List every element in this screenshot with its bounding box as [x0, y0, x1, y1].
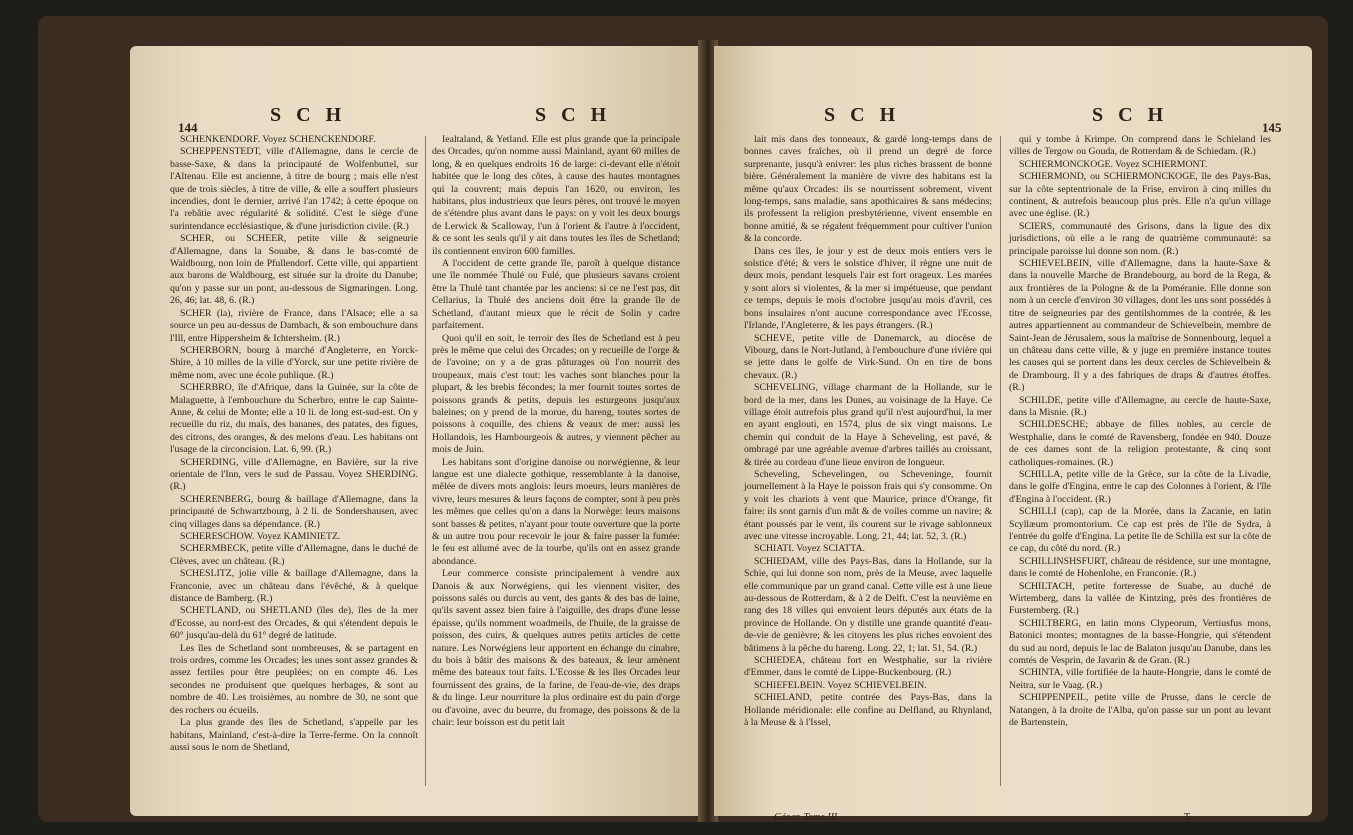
entry-paragraph: SCHERENBERG, bourg & baillage d'Allemagne, dans la principauté de Schwartzbourg, à 2 li. de Sondershausen, avec cinq villages dans sa dépendance. (R.)	[170, 493, 418, 530]
entry-paragraph: Les îles de Schetland sont nombreuses, & se partagent en trois ordres, comme les Orcades; les unes sont assez grandes & assez fertiles pour être peuplées; on en compte 46. Les secondes ne produisent que quelques herbages, & sont au nombre de 40. Les troisièmes, au nombre de 30, ne sont que des rochers ou écueils.	[170, 642, 418, 716]
entry-paragraph: SCHILDE, petite ville d'Allemagne, au cercle de haute-Saxe, dans la Misnie. (R.)	[1009, 394, 1271, 418]
entry-paragraph: SCHETLAND, ou SHETLAND (îles de), îles de la mer d'Ecosse, au nord-est des Orcades, & qui s'étendent depuis le 60° jusqu'au-delà du 61° degré de latitude.	[170, 605, 418, 642]
entry-paragraph: SCHERBORN, bourg à marché d'Angleterre, en Yorck-Shire, à 10 milles de la ville d'Yorck, sur une petite rivière de même nom, avec une école publique. (R.)	[170, 344, 418, 381]
running-head-left: S C H	[824, 104, 901, 126]
column-rule	[425, 136, 426, 786]
entry-paragraph: SCHESLITZ, jolie ville & baillage d'Allemagne, dans la Franconie, avec un château dans l'évêché, & à quelque distance de Bamberg. (R.)	[170, 568, 418, 605]
entry-paragraph: SCHER (la), rivière de France, dans l'Alsace; elle a sa source un peu au-dessus de Dambach, & son embouchure dans l'Ill, entre Hippersheim & Ichtersheim. (R.)	[170, 307, 418, 344]
entry-paragraph: Dans ces îles, le jour y est de deux mois entiers vers le solstice d'été; & vers le solstice d'hiver, il règne une nuit de deux mois, pendant lesquels l'air est fort orageux. Les marées y sont alors si violentes, & la mer si impétueuse, que pendant ce temps, depuis le mois d'octobre jusqu'au mois d'avril, ces bons insulaires n'ont aucune correspondance avec l'Ecosse, l'Irlande, l'Angleterre, & les pays étrangers. (R.)	[744, 245, 992, 332]
entry-paragraph: SCHEVE, petite ville de Danemarck, au diocèse de Vibourg, dans le Nort-Jutland, à l'embouchure d'une rivière qui se jette dans le golfe de Virk-Sund. On en tire de bons chevaux. (R.)	[744, 332, 992, 381]
entry-paragraph: SCHILLI (cap), cap de la Morée, dans la Zacanie, en latin Scyllæum promontorium. Ce cap est près de l'île de Sydra, à l'entrée du golfe d'Engina. La petite île de Schilla est sur la côte de ce cap, du côté du nord. (R.)	[1009, 506, 1271, 555]
entry-paragraph: SCHEPPENSTEDT, ville d'Allemagne, dans le cercle de basse-Saxe, & dans la principauté de Wolfenbuttel, sur l'Altenau. Elle est ancienne, à titre de bourg ; mais elle n'est que de trois siècles, à titre de ville, & elle a souffert plusieurs incendies, dont le dernier, arrivé l'an 1742; à cette époque on l'a rebâtie avec régularité & solidité. C'est le siège d'une surintendance ecclésiastique, & d'une jurisdiction civile. (R.)	[170, 146, 418, 232]
text-column-1	[170, 134, 418, 824]
volume-footer: Géogr. Tome III.	[774, 812, 840, 823]
entry-paragraph: SCHERMBECK, petite ville d'Allemagne, dans le duché de Clèves, avec un château. (R.)	[170, 543, 418, 567]
entry-paragraph: Quoi qu'il en soit, le terroir des îles de Schetland est à peu près le même que celui des Orcades; on y recueille de l'orge & de l'avoine; on y a de gras pâturages où l'on nourrit des troupeaux, mais c'est tout: les vaches sont blanches pour la plupart, & les brebis fécondes; la mer fournit toutes sortes de poissons grands & petits, depuis les esturgeons jusqu'aux baleines; on y prend de la morue, du hareng, toutes sortes de poissons à coquille, des chiens & veaux de mer: aussi les Hollandois, les Hambourgeois & autres, y viennent pêcher au mois de Juin.	[432, 332, 680, 456]
entry-paragraph: Iealtaland, & Yetland. Elle est plus grande que la principale des Orcades, qu'on nomme aussi Mainland, ayant 60 milles de long, & en quelques endroits 16 de large: ci-devant elle n'étoit habitée que le long des côtes, à cause des hautes montagnes qui la couvrent; mais depuis l'an 1620, ou environ, les habitans, plus industrieux que leurs pères, ont trouvé le moyen de s'étendre plus avant dans le pays: on y voit les deux bourgs de Lerwick & Scalloway, l'un à l'orient & l'autre à l'occident, & ce sont les seuls qu'il y ait dans toutes les îles de Schetland; ils contiennent environ 600 familles.	[432, 134, 680, 257]
entry-paragraph: SCHIERMOND, ou SCHIERMONCKOGE, île des Pays-Bas, sur la côte septentrionale de la Frise, environ à cinq milles du continent, & autrefois beaucoup plus près. Elle n'a qu'un village avec une église. (R.)	[1009, 171, 1271, 220]
entry-paragraph: SCIERS, communauté des Grisons, dans la ligue des dix jurisdictions, où elle a le rang de quatrième communauté: sa principale paroisse lui donne son nom. (R.)	[1009, 220, 1271, 257]
entry-paragraph: SCHERESCHOW. Voyez KAMINIETZ.	[180, 531, 341, 542]
text-column-2	[1009, 134, 1271, 824]
entry-paragraph: SCHERDING, ville d'Allemagne, en Bavière, sur la rive orientale de l'Inn, vers le sud de Passau. Voyez SHERDING. (R.)	[170, 456, 418, 493]
entry-paragraph: SCHIATI. Voyez SCIATTA.	[754, 543, 865, 555]
entry-paragraph: Scheveling, Schevelingen, ou Scheveninge, fournit journellement à la Haye le poisson frais qui s'y consomme. On y voit les chariots à vent que Maurice, prince d'Orange, fit faire: ils sont garnis d'un mât & de voiles comme un navire; & étant poussés par le vent, ils courent sur le rivage sablonneux avec une vitesse incroyable. Long. 21, 44; lat. 52, 3. (R.)	[744, 468, 992, 542]
entry-paragraph: lait mis dans des tonneaux, & gardé long-temps dans de bonnes caves fraîches, où il prend un degré de force surprenante, jusqu'à enivrer: les plus riches brassent de bonne bière. Généralement la manière de vivre des habitans est la même qu'aux Orcades: ils se nourrissent sobrement, vivent long-temps, sans maladie, sans apothicaires & sans médecins; ils professent la religion presbytérienne, vivent ensemble en bonne amitié, & se régalent fréquemment pour cultiver l'union & la concorde.	[744, 134, 992, 245]
right-page	[714, 46, 1312, 823]
entry-paragraph: Leur commerce consiste principalement à vendre aux Danois & aux Norwégiens, qui les viennent visiter, des poissons salés ou durcis au vent, des gants & des bas de laine, qu'ils savent assez bien faire à l'aiguille, des draps d'une lesse épaisse, qu'ils nomment woadmeils, de l'huile, de la graisse de poisson, des cuirs, & quelques autres petits articles de cette nature. Les Norwégiens leur apportent en échange du cinabre, du bois à bâtir des maisons & des bateaux, & leur amènent même des bateaux tout faits. L'Ecosse & les îles Orcades leur fournissent des grains, de la farine, de l'eau-de-vie, des draps & du linge. Leur nourriture la plus ordinaire est du pain d'orge ou d'avoine, avec du beurre, du fromage, des poissons & de la chair: leur boisson est du petit lait	[432, 568, 680, 729]
entry-paragraph: SCHILTBERG, en latin mons Clypeorum, Vertiusfus mons, Batonici montes; montagnes de la basse-Hongrie, qui s'étendent du sud au nord, depuis le lac de Balaton jusqu'au Danube, dans les comtés de Vesprin, de Javarin & de Gran. (R.)	[1009, 617, 1271, 667]
entry-paragraph: SCHIERMONCKOGE. Voyez SCHIERMONT.	[1019, 158, 1208, 170]
left-page	[130, 46, 700, 816]
text-column-1	[744, 134, 992, 824]
entry-paragraph: qui y tombe à Krimpe. On comprend dans le Schieland les villes de Tergow ou Gouda, de Rotterdam & de Schiedam. (R.)	[1009, 134, 1271, 158]
entry-paragraph: SCHIEDEA, château fort en Westphalie, sur la rivière d'Emmer, dans le comté de Lippe-Buckenbourg. (R.)	[744, 655, 992, 679]
entry-paragraph: SCHIEVELBEIN, ville d'Allemagne, dans la haute-Saxe & dans la nouvelle Marche de Brandebourg, au bord de la Rega, & aux frontières de la Pologne & de la Poméranie. Elle donne son nom à un cercle d'environ 30 villages, dont les uns sont possédés à titre de seigneuries par des gentilshommes de la contrée, & les autres appartiennent au commandeur de Schievelbein, membre de Saint-Jean de Jérusalem, sous la maîtrise de Sonnenbourg, lequel a un château dans cette ville, & y juge en première instance toutes les causes qui se portent dans les deux cercles de Schievelbein & de Drambourg. Il y a des fabriques de draps & d'autres étoffes. (R.)	[1009, 258, 1271, 394]
text-column-2	[432, 134, 680, 824]
book-spread	[38, 16, 1328, 822]
entry-paragraph: SCHIPPENPEIL, petite ville de Prusse, dans le cercle de Natangen, à la droite de l'Alba, qu'on passe sur un pont au levant de Bartenstein,	[1009, 692, 1271, 729]
entry-paragraph: SCHIEDAM, ville des Pays-Bas, dans la Hollande, sur la Schie, qui lui donne son nom, près de la Meuse, avec laquelle elle communique par un grand canal. Cette ville est à une lieue au-dessous de Rotterdam, & à 2 de Delft. C'est la neuvième en rang des 18 villes qui envoient leurs députés aux états de la province de Hollande. On y distille une grande quantité d'eau-de-vie de genièvre; & les citoyens les plus riches envoient des bâtimens à la pêche du hareng. Long. 22, 1; lat. 51, 54. (R.)	[744, 555, 992, 654]
entry-paragraph: SCHER, ou SCHEER, petite ville & seigneurie d'Allemagne, dans la Souabe, & dans le bas-comté de Waldbourg, non loin de Pfullendorf. Cette ville, qui appartient aux barons de Waldbourg, est située sur la droite du Danube; qu'on y passe sur un pont, au-dessous de Sigmaringen. Long. 26, 46; lat. 48, 6. (R.)	[170, 233, 418, 307]
entry-paragraph: A l'occident de cette grande île, paroît à quelque distance une île nommée Thulé ou Fulé, que plusieurs savans croient être la Thulé tant chantée par les anciens: si ce ne l'est pas, dit Cellarius, la Thulé des anciens doit être la grande île de Schetland, d'autant mieux que le récit de Solin y cadre parfaitement.	[432, 258, 680, 332]
entry-paragraph: La plus grande des îles de Schetland, s'appelle par les habitans, Mainland, c'est-à-dire la Terre-ferme. On la connoît aussi sous le nom de Shetland,	[170, 717, 418, 753]
entry-paragraph: SCHINTA, ville fortifiée de la haute-Hongrie, dans le comté de Neitra, sur le Vaag. (R.)	[1009, 667, 1271, 691]
entry-paragraph: SCHILTACH, petite forteresse de Suabe, au duché de Wirtemberg, dans la vallée de Kintzing, près des frontières de Furstemberg. (R.)	[1009, 580, 1271, 617]
running-head-left: S C H	[270, 104, 347, 126]
page-number: 145	[1262, 120, 1282, 135]
entry-paragraph: SCHILLINSHSFURT, château de résidence, sur une montagne, dans le comté de Hohenlohe, en Franconie. (R.)	[1009, 555, 1271, 580]
entry-paragraph: SCHEVELING, village charmant de la Hollande, sur le bord de la mer, dans les Dunes, au voisinage de la Haye. Ce village étoit autrefois plus grand qu'il n'est aujourd'hui, la mer en ayant englouti, en 1574, plus de six vingt maisons. Le chemin qui conduit de la Haye à Scheveling, est pavé, & ombragé par une agréable avenue d'arbres taillés au croissant, & tirée au cordeau d'une lieue environ de longueur.	[744, 382, 992, 468]
entry-paragraph: SCHILDESCHE; abbaye de filles nobles, au cercle de Westphalie, dans le comté de Ravensberg, fondée en 940. Douze de ces dames sont de la religion protestante, & cinq sont catholiques-romaines. (R.)	[1009, 419, 1271, 468]
entry-paragraph: Les habitans sont d'origine danoise ou norwégienne, & leur langue est une dialecte gothique, ressemblante à la danoise, mêlée de divers mots anglois: leurs moeurs, leurs manières de vivre, leurs mesures & leurs façons de compter, sont à peu près les mêmes que celles qu'on a dans la Norwège: leurs maisons sont basses & petites, n'ayant pour toute ouverture que la porte & un autre trou pour recevoir le jour & faire passer la fumée: le feu est allumé avec de la tourbe, qu'ils ont en assez grande abondance.	[432, 456, 680, 567]
entry-paragraph: SCHILLA, petite ville de la Grèce, sur la côte de la Livadie, dans le golfe d'Engina, entre le cap des Colonnes à l'orient, & l'île d'Engina à l'occident. (R.)	[1009, 468, 1271, 505]
entry-paragraph: SCHIELAND, petite contrée des Pays-Bas, dans la Hollande méridionale: elle confine au Delfland, au Rhynland, à la Meuse & à l'Issel,	[744, 692, 992, 729]
running-head-right: S C H	[535, 104, 612, 126]
entry-paragraph: SCHENKENDORF. Voyez SCHENCKENDORF.	[180, 134, 376, 145]
running-head-right: S C H	[1092, 104, 1169, 126]
signature-mark: T	[1184, 812, 1191, 823]
entry-paragraph: SCHIEFELBEIN. Voyez SCHIEVELBEIN.	[754, 679, 927, 691]
entry-paragraph: SCHERBRO, île d'Afrique, dans la Guinée, sur la côte de Malaguette, à l'embouchure du Scherbro, entre le cap Sainte-Anne, & celui de Monte; elle a 10 li. de long est-sud-est. On y recueille du riz, du maïs, des bananes, des patates, des figues, des citrons, des oranges, & des melons d'eau. Les habitans ont l'usage de la circoncision. Lat. 6, 99. (R.)	[170, 382, 418, 456]
page-number: 144	[178, 120, 198, 135]
column-rule	[1000, 136, 1001, 786]
